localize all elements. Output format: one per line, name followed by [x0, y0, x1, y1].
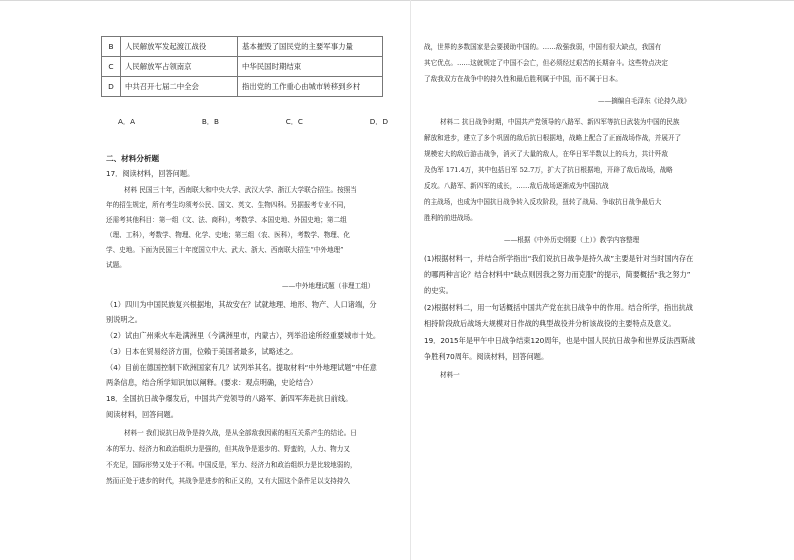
material-line: 了敌我双方在战争中的持久性和最后胜利属于中国，而不属于日本。: [424, 75, 622, 83]
material-line: 战，世界的多数国家是会要援助中国的。……敌强我弱，中国有很大缺点，我国有: [424, 43, 662, 51]
option-key: B: [102, 37, 121, 57]
sub-question: （3）日本在贸易经济方面，位賴于美国者最多，试略述之。: [106, 347, 298, 356]
material-line: 解放和进步，建立了多个巩固的敌后抗日根据地，战略上配合了正面战场作战，并展开了: [424, 134, 682, 142]
question-19-stem: 19．2015年是甲午中日战争结束120周年，也是中国人民抗日战争和世界反法西斯战: [424, 336, 696, 345]
option-meaning: 中华民国时期结束: [238, 57, 383, 77]
option-event: 人民解放军发起渡江战役: [121, 37, 238, 57]
sub-question: （1）四川为中国民族复兴根据地，其故安在？试就地理、地形、物产、人口诸端，分: [106, 300, 377, 309]
material-label: 材料一: [440, 371, 460, 379]
answer-a: A．A: [118, 117, 136, 126]
option-meaning: 指出党的工作重心由城市转移到乡村: [238, 77, 383, 97]
material-line: 还需考其他科目：第一组（文、法、商科），考数学、本国史地、外国史地；第二组: [106, 216, 347, 224]
section-title: 二、材料分析题: [106, 154, 160, 163]
material-line: 胜利的前进战场。: [424, 214, 477, 222]
question-17-stem: 17．阅读材料，回答问题。: [106, 169, 195, 178]
material-line: 学、史地。下面为民国三十年度国立中大、武大、浙大、西南联大招生“中外地理”: [106, 246, 344, 254]
material-line: 然而正处于进步的时代，其战争是进步的和正义的，又有大国这个条件足以支持持久: [106, 477, 350, 485]
options-table: [101, 36, 383, 97]
source-citation: ——根据《中外历史纲要（上）》教学内容整理: [504, 236, 640, 244]
material-line: 年的招生规定，所有考生均须考公民、国文、英文、生物四科。另据报考专业不同，: [106, 201, 350, 209]
source-citation: ——摘编自毛泽东《论持久战》: [598, 97, 691, 105]
material-line: 材料一 我们说抗日战争是持久战，是从全部敌我因素的相互关系产生的结论。日: [124, 429, 357, 437]
sub-question: (1)根据材料一，并结合所学指出“我们说抗日战争是持久战”主要是针对当时国内存在: [424, 254, 694, 263]
option-event: 人民解放军占领南京: [121, 57, 238, 77]
sub-question: 两条信息，结合所学知识加以阐释。(要求：观点明确，史论结合）: [106, 378, 318, 387]
answer-b: B．B: [201, 117, 219, 126]
material-line: 反攻。八路军、新四军的成长，……敌后战场逐渐成为中国抗战: [424, 182, 609, 190]
option-key: D: [102, 77, 121, 97]
sub-question: 的哪两种言论？结合材料中“缺点则因我之努力而克服”的提示，简要概括“我之努力”: [424, 270, 691, 279]
answer-c: C．C: [285, 117, 303, 126]
material-line: 材料 民国三十年，西南联大和中央大学、武汉大学、浙江大学联合招生。按照当: [124, 186, 357, 194]
option-event: 中共召开七届二中全会: [121, 77, 238, 97]
sub-question: （2）试由广州乘火车赴满洲里（今满洲里市，内蒙古），列举沿途所经重要城市十处。: [106, 331, 381, 340]
table-row: [102, 37, 383, 57]
option-meaning: 基本摧毁了国民党的主要军事力量: [238, 37, 383, 57]
answer-d: D．D: [369, 117, 388, 126]
material-line: 规模宏大的敌后游击战争，消灭了大量的敌人，在华日军半数以上的兵力，共计歼敌: [424, 150, 668, 158]
material-line: 试题。: [106, 261, 126, 269]
material-line: 材料二 抗日战争时期，中国共产党领导的八路军、新四军等抗日武装为中国的民族: [440, 118, 680, 126]
sub-question: （4）目前在德国控制下欧洲国家有几？试列举其名。提取材料“中外地理试题”中任意: [106, 363, 377, 372]
material-line: 不充足，国际形势又处于不利。中国反是，军力、经济力和政治组织力是比较地弱的，: [106, 461, 357, 469]
sub-question: (2)根据材料二，用一句话概括中国共产党在抗日战争中的作用。结合所学，指出抗战: [424, 303, 693, 312]
material-line: 及伪军 171.4万，其中包括日军 52.7万，扩大了抗日根据地，开辟了敌后战场，战略: [424, 166, 673, 174]
question-18-instruction: 阅读材料，回答问题。: [106, 410, 178, 419]
sub-question: 别说明之。: [106, 315, 142, 324]
material-line: 的主战场，也成为中国抗日战争转入反攻阶段，扭转了战局、争取抗日战争最后大: [424, 198, 662, 206]
question-18-stem: 18．全国抗日战争爆发后，中国共产党领导的八路军、新四军奔赴抗日前线。: [106, 394, 353, 403]
sub-question: 的史实。: [424, 286, 453, 295]
answer-choices: [118, 117, 388, 127]
table-row: [102, 77, 383, 97]
sub-question: 相持阶段敌后战场大规模对日作战的典型战役并分析该战役的主要特点及意义。: [424, 319, 676, 328]
page-top-edge: [0, 0, 794, 1]
option-key: C: [102, 57, 121, 77]
material-line: 其它优点。……这就规定了中国不会亡，但必须经过艰苦的长期奋斗。这些特点决定: [424, 59, 668, 67]
table-row: [102, 57, 383, 77]
column-divider: [410, 0, 411, 560]
material-line: 本的军力、经济力和政治组织力是强的，但其战争是退步的、野蛮的，人力、物力又: [106, 445, 350, 453]
material-line: （理、工科），考数学、物理、化学、史地；第三组（农、医科），考数学、物理、化: [106, 231, 350, 239]
source-citation: ——中外地理试题（非理工组）: [282, 282, 375, 290]
question-19-instruction: 争胜利70周年。阅读材料，回答问题。: [424, 352, 549, 361]
